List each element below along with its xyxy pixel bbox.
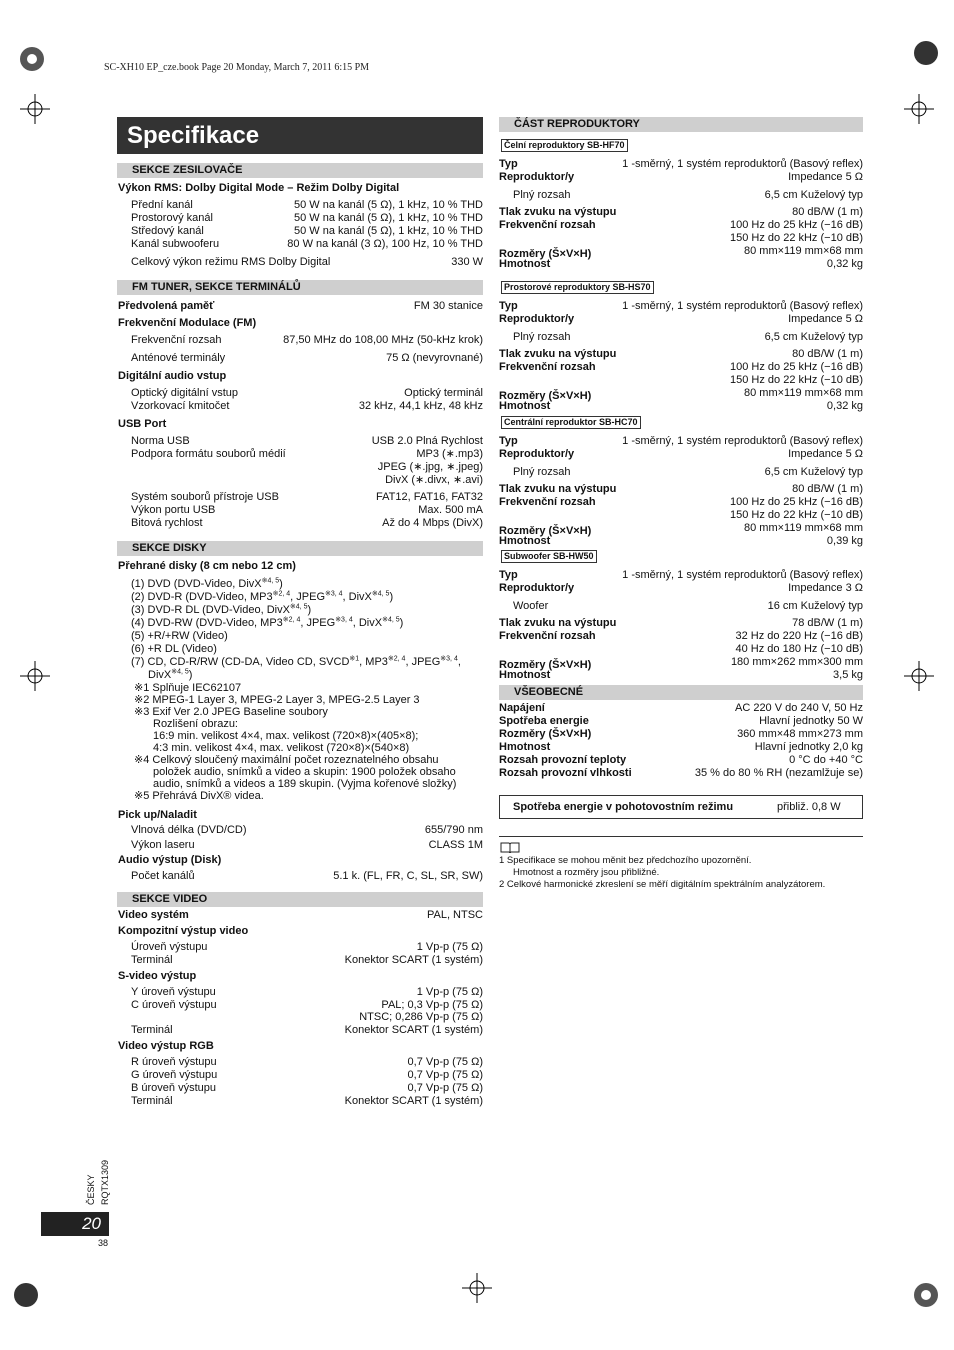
registration-mark-icon bbox=[13, 1282, 39, 1308]
disc-note: 16:9 min. velikost 4×4, max. velikost (720×8)×(405×8); bbox=[153, 730, 419, 742]
document-code: RQTX1309 bbox=[100, 1159, 110, 1205]
spec-row: Reproduktor/y Impedance 5 Ω bbox=[499, 171, 863, 183]
crosshair-icon bbox=[904, 661, 934, 691]
standby-value: přibliž. 0,8 W bbox=[777, 801, 841, 813]
spec-row: 150 Hz do 22 kHz (−10 dB) bbox=[730, 374, 863, 386]
section-heading-fm: FM TUNER, SEKCE TERMINÁLŮ bbox=[117, 280, 483, 295]
spec-row: 150 Hz do 22 kHz (−10 dB) bbox=[730, 232, 863, 244]
rms-label: Výkon RMS: Dolby Digital Mode – Režim Dolby Digital bbox=[118, 182, 400, 194]
spec-row: Hmotnost Hlavní jednotky 2,0 kg bbox=[499, 741, 863, 753]
spec-row: Anténové terminály 75 Ω (nevyrovnané) bbox=[131, 352, 483, 364]
footnote: 2 Celkové harmonické zkreslení se měří digitálním spektrálním analyzátorem. bbox=[499, 879, 826, 890]
disc-item: (1) DVD (DVD-Video, DivX$^{※4, 5}$) bbox=[131, 577, 283, 590]
disc-item: (2) DVD-R (DVD-Video, MP3$^{※2, 4}$, JPEG$^{※3, 4}$, DivX$^{※4, 5}$) bbox=[131, 590, 394, 603]
page-title: Specifikace bbox=[117, 117, 483, 154]
spec-row: Y úroveň výstupu 1 Vp-p (75 Ω) bbox=[131, 986, 483, 998]
spec-row: C úroveň výstupu PAL; 0,3 Vp-p (75 Ω) bbox=[131, 999, 483, 1011]
standby-label: Spotřeba energie v pohotovostním režimu bbox=[513, 801, 734, 813]
book-icon bbox=[500, 842, 520, 853]
crosshair-icon bbox=[20, 94, 50, 124]
spec-row: Napájení AC 220 V do 240 V, 50 Hz bbox=[499, 702, 863, 714]
spec-row: R úroveň výstupu 0,7 Vp-p (75 Ω) bbox=[131, 1056, 483, 1068]
disc-item: (7) CD, CD-R/RW (CD-DA, Video CD, SVCD$^{※1}$, MP3$^{※2, 4}$, JPEG$^{※3, 4}$, bbox=[131, 655, 461, 668]
spec-row: Frekvenční rozsah 87,50 MHz do 108,00 MHz (50-kHz krok) bbox=[131, 334, 483, 346]
sub-heading: Frekvenční Modulace (FM) bbox=[118, 317, 257, 329]
section-heading-amplifier: SEKCE ZESILOVAČE bbox=[117, 163, 483, 178]
spec-row: Bitová rychlost Až do 4 Mbps (DivX) bbox=[131, 517, 483, 529]
disc-item-cont: DivX$^{※4, 5}$) bbox=[148, 668, 193, 681]
spec-row: Reproduktor/y Impedance 5 Ω bbox=[499, 313, 863, 325]
spec-row: Výkon laseru CLASS 1M bbox=[131, 839, 483, 851]
spec-row: Rozměry (Š×V×H) 180 mm×262 mm×300 mm bbox=[499, 656, 863, 671]
disc-item: (5) +R/+RW (Video) bbox=[131, 630, 228, 642]
disc-note: ※1 Splňuje IEC62107 bbox=[134, 682, 242, 694]
disc-item: (3) DVD-R DL (DVD-Video, DivX$^{※4, 5}$) bbox=[131, 603, 312, 616]
spec-row: Spotřeba energie Hlavní jednotky 50 W bbox=[499, 715, 863, 727]
spec-row: Plný rozsah 6,5 cm Kuželový typ bbox=[513, 331, 863, 343]
standby-box bbox=[499, 795, 863, 819]
footnote-divider bbox=[499, 836, 863, 837]
section-heading-speakers: ČÁST REPRODUKTORY bbox=[499, 117, 863, 132]
page-number: 20 bbox=[41, 1212, 109, 1236]
spec-row: Frekvenční rozsah 100 Hz do 25 kHz (−16 dB) bbox=[499, 219, 863, 231]
spec-row: Woofer 16 cm Kuželový typ bbox=[513, 600, 863, 612]
spec-row: Rozměry (Š×V×H) 80 mm×119 mm×68 mm bbox=[499, 387, 863, 402]
section-heading-general: VŠEOBECNÉ bbox=[499, 685, 863, 700]
spec-row: Typ 1 -směrný, 1 systém reproduktorů (Basový reflex) bbox=[499, 300, 863, 312]
spec-row: 150 Hz do 22 kHz (−10 dB) bbox=[730, 509, 863, 521]
sub-heading: Video výstup RGB bbox=[118, 1040, 214, 1052]
sub-page-number: 38 bbox=[98, 1238, 109, 1248]
disc-note: položek audio, snímků a video a skupin: 1900 položek obsaho bbox=[153, 766, 456, 778]
spec-row: DivX (∗.divx, ∗.avi) bbox=[385, 474, 483, 486]
sub-heading: USB Port bbox=[118, 418, 167, 430]
disc-note: ※4 Celkový sloučený maximální počet rozeznatelného obsahu bbox=[134, 754, 439, 766]
spec-row: Tlak zvuku na výstupu 80 dB/W (1 m) bbox=[499, 483, 863, 495]
sub-heading: Audio výstup (Disk) bbox=[118, 854, 222, 866]
registration-mark-icon bbox=[913, 1282, 939, 1308]
spec-row: Prostorový kanál 50 W na kanál (5 Ω), 1 kHz, 10 % THD bbox=[131, 212, 483, 224]
spec-row: Hmotnost 3,5 kg bbox=[499, 669, 863, 681]
sub-heading: Pick up/Naladit bbox=[118, 809, 197, 821]
spec-row: Terminál Konektor SCART (1 systém) bbox=[131, 1095, 483, 1107]
spec-row: Počet kanálů 5.1 k. (FL, FR, C, SL, SR, SW) bbox=[131, 870, 483, 882]
spec-row: Úroveň výstupu 1 Vp-p (75 Ω) bbox=[131, 941, 483, 953]
spec-row: Rozměry (Š×V×H) 80 mm×119 mm×68 mm bbox=[499, 522, 863, 537]
spec-row: Typ 1 -směrný, 1 systém reproduktorů (Basový reflex) bbox=[499, 569, 863, 581]
speaker-model-label: Subwoofer SB-HW50 bbox=[501, 550, 597, 563]
spec-row: Výkon portu USB Max. 500 mA bbox=[131, 504, 483, 516]
spec-row: Hmotnost 0,32 kg bbox=[499, 400, 863, 412]
spec-row: Hmotnost 0,32 kg bbox=[499, 258, 863, 270]
spec-row: Frekvenční rozsah 100 Hz do 25 kHz (−16 dB) bbox=[499, 496, 863, 508]
spec-row: Středový kanál 50 W na kanál (5 Ω), 1 kHz, 10 % THD bbox=[131, 225, 483, 237]
sub-heading: Kompozitní výstup video bbox=[118, 925, 249, 937]
crosshair-icon bbox=[904, 94, 934, 124]
disc-note: Rozlišení obrazu: bbox=[153, 718, 238, 730]
sub-heading: S-video výstup bbox=[118, 970, 197, 982]
sub-heading: Přehrané disky (8 cm nebo 12 cm) bbox=[118, 560, 296, 572]
spec-row: Terminál Konektor SCART (1 systém) bbox=[131, 1024, 483, 1036]
spec-row: Celkový výkon režimu RMS Dolby Digital 330 W bbox=[131, 256, 483, 268]
spec-row: JPEG (∗.jpg, ∗.jpeg) bbox=[377, 461, 483, 473]
spec-row: Tlak zvuku na výstupu 80 dB/W (1 m) bbox=[499, 348, 863, 360]
spec-row: Podpora formátu souborů médií MP3 (∗.mp3) bbox=[131, 448, 483, 460]
language-label: ČESKY bbox=[86, 1174, 96, 1205]
spec-row: Tlak zvuku na výstupu 80 dB/W (1 m) bbox=[499, 206, 863, 218]
disc-note: 4:3 min. velikost 4×4, max. velikost (720×8)×(540×8) bbox=[153, 742, 410, 754]
section-heading-disc: SEKCE DISKY bbox=[117, 541, 483, 556]
disc-note: ※5 Přehrává DivX® videa. bbox=[134, 790, 264, 802]
speaker-model-label: Čelní reproduktory SB-HF70 bbox=[501, 139, 628, 152]
spec-row: Plný rozsah 6,5 cm Kuželový typ bbox=[513, 189, 863, 201]
spec-row: Systém souborů přístroje USB FAT12, FAT16, FAT32 bbox=[131, 491, 483, 503]
registration-mark-icon bbox=[913, 40, 939, 66]
spec-row: Rozměry (Š×V×H) 360 mm×48 mm×273 mm bbox=[499, 728, 863, 740]
spec-row: Frekvenční rozsah 100 Hz do 25 kHz (−16 dB) bbox=[499, 361, 863, 373]
disc-note: ※2 MPEG-1 Layer 3, MPEG-2 Layer 3, MPEG-2.5 Layer 3 bbox=[134, 694, 420, 706]
spec-row: Rozsah provozní vlhkosti 35 % do 80 % RH (nezamlžuje se) bbox=[499, 767, 863, 779]
crosshair-icon bbox=[462, 1273, 492, 1303]
footnote: Hmotnost a rozměry jsou přibližné. bbox=[513, 867, 660, 878]
speaker-model-label: Prostorové reproduktory SB-HS70 bbox=[501, 281, 654, 294]
section-heading-video: SEKCE VIDEO bbox=[117, 892, 483, 907]
spec-row: Reproduktor/y Impedance 5 Ω bbox=[499, 448, 863, 460]
spec-row: Terminál Konektor SCART (1 systém) bbox=[131, 954, 483, 966]
spec-row: Typ 1 -směrný, 1 systém reproduktorů (Basový reflex) bbox=[499, 158, 863, 170]
spec-row: Video systém PAL, NTSC bbox=[118, 909, 483, 921]
spec-row: Vlnová délka (DVD/CD) 655/790 nm bbox=[131, 824, 483, 836]
disc-note: audio, snímků a videos a 189 skupin. (Vyjma kořenové složky) bbox=[153, 778, 457, 790]
spec-row: Tlak zvuku na výstupu 78 dB/W (1 m) bbox=[499, 617, 863, 629]
disc-item: (4) DVD-RW (DVD-Video, MP3$^{※2, 4}$, JPEG$^{※3, 4}$, DivX$^{※4, 5}$) bbox=[131, 616, 404, 629]
disc-note: ※3 Exif Ver 2.0 JPEG Baseline soubory bbox=[134, 706, 328, 718]
spec-row: B úroveň výstupu 0,7 Vp-p (75 Ω) bbox=[131, 1082, 483, 1094]
footnote: 1 Specifikace se mohou měnit bez předchozího upozornění. bbox=[499, 855, 752, 866]
sub-heading: Digitální audio vstup bbox=[118, 370, 227, 382]
speaker-model-label: Centrální reproduktor SB-HC70 bbox=[501, 416, 641, 429]
spec-row: Frekvenční rozsah 32 Hz do 220 Hz (−16 dB) bbox=[499, 630, 863, 642]
disc-item: (6) +R DL (Video) bbox=[131, 643, 217, 655]
crosshair-icon bbox=[20, 661, 50, 691]
registration-mark-icon bbox=[19, 46, 45, 72]
spec-row: Přední kanál 50 W na kanál (5 Ω), 1 kHz, 10 % THD bbox=[131, 199, 483, 211]
book-header: SC-XH10 EP_cze.book Page 20 Monday, March 7, 2011 6:15 PM bbox=[104, 62, 370, 73]
spec-row: Rozměry (Š×V×H) 80 mm×119 mm×68 mm bbox=[499, 245, 863, 260]
spec-row: Rozsah provozní teploty 0 °C do +40 °C bbox=[499, 754, 863, 766]
spec-row: Předvolená paměť FM 30 stanice bbox=[118, 300, 483, 312]
spec-row: Hmotnost 0,39 kg bbox=[499, 535, 863, 547]
spec-row: NTSC; 0,286 Vp-p (75 Ω) bbox=[359, 1011, 483, 1023]
spec-row: Kanál subwooferu 80 W na kanál (3 Ω), 100 Hz, 10 % THD bbox=[131, 238, 483, 250]
spec-row: Reproduktor/y Impedance 3 Ω bbox=[499, 582, 863, 594]
spec-row: 40 Hz do 180 Hz (−10 dB) bbox=[735, 643, 863, 655]
spec-row: Norma USB USB 2.0 Plná Rychlost bbox=[131, 435, 483, 447]
spec-row: Optický digitální vstup Optický terminál bbox=[131, 387, 483, 399]
spec-row: Plný rozsah 6,5 cm Kuželový typ bbox=[513, 466, 863, 478]
spec-row: Typ 1 -směrný, 1 systém reproduktorů (Basový reflex) bbox=[499, 435, 863, 447]
spec-row: Vzorkovací kmitočet 32 kHz, 44,1 kHz, 48 kHz bbox=[131, 400, 483, 412]
spec-row: G úroveň výstupu 0,7 Vp-p (75 Ω) bbox=[131, 1069, 483, 1081]
